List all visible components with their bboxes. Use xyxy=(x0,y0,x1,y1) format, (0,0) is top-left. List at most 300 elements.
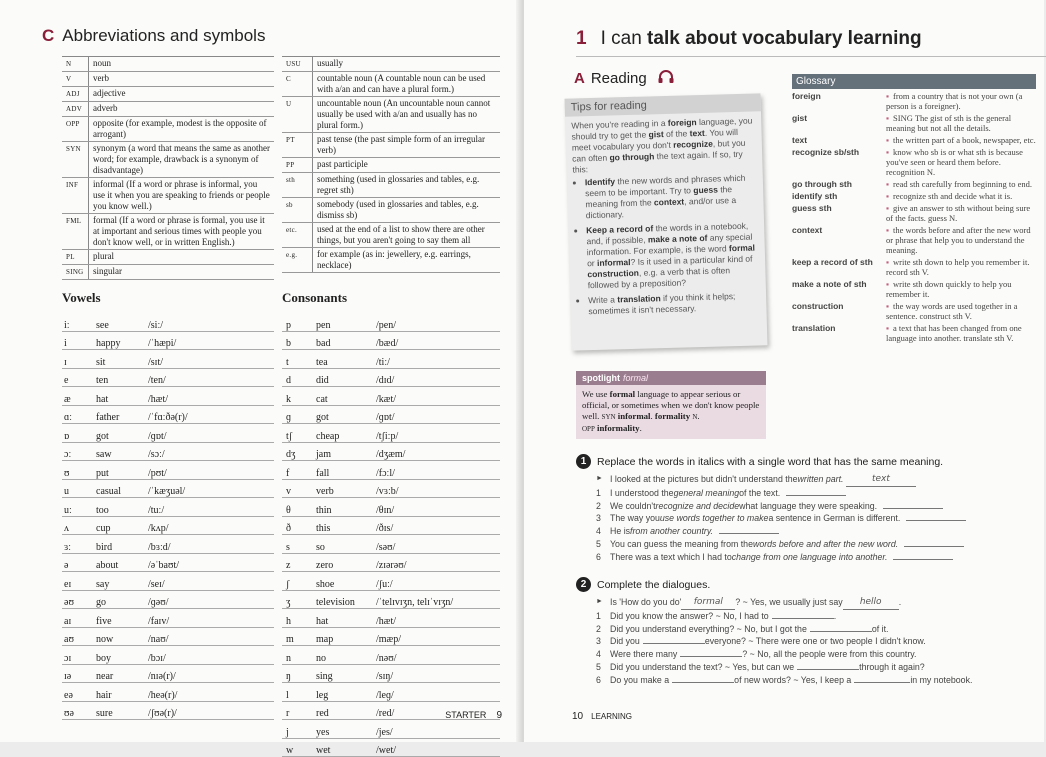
tips-title: Tips for reading xyxy=(565,93,761,116)
symbol-row xyxy=(282,57,500,72)
phoneme-word: put xyxy=(96,468,148,479)
item-number: 1 xyxy=(596,487,610,500)
phoneme-row xyxy=(62,609,274,628)
phoneme-transcription: /tiː/ xyxy=(376,357,500,368)
phoneme-row xyxy=(282,572,500,591)
exercise-2 xyxy=(576,577,972,687)
phoneme-symbol: æ xyxy=(62,394,96,405)
glossary-definition-text: recognize sth and decide what it is. xyxy=(893,191,1012,201)
phoneme-row xyxy=(282,720,500,739)
item-text: ? ~ No, all the people were from this country. xyxy=(742,648,916,661)
tips-box xyxy=(565,93,768,350)
phoneme-word: television xyxy=(316,597,376,608)
symbol-key: C xyxy=(282,72,313,96)
left-page xyxy=(0,0,522,742)
item-number: 3 xyxy=(596,635,610,648)
glossary-title: Glossary xyxy=(792,74,1036,89)
phoneme-word: happy xyxy=(96,338,148,349)
phoneme-transcription: /jes/ xyxy=(376,727,500,738)
glossary-entry xyxy=(792,111,1036,133)
glossary-word: construction xyxy=(792,299,886,321)
phoneme-row xyxy=(282,683,500,702)
right-footer xyxy=(572,711,632,722)
phoneme-row xyxy=(62,424,274,443)
answer-blank[interactable] xyxy=(906,512,966,521)
abbr-text: synonym (a word that means the same as another word; for example, drawback is a synonym of disadvantage) xyxy=(89,142,274,177)
answer-blank[interactable] xyxy=(810,623,872,632)
glossary-definition-text: read sth carefully from beginning to end. xyxy=(893,179,1032,189)
right-page xyxy=(524,0,1044,742)
bullet-icon: ▪ xyxy=(886,279,889,289)
glossary-word: recognize sb/sth xyxy=(792,145,886,177)
phoneme-symbol: l xyxy=(282,690,316,701)
phoneme-symbol: e xyxy=(62,375,96,386)
phoneme-word: yes xyxy=(316,727,376,738)
phoneme-row xyxy=(282,313,500,332)
phoneme-row xyxy=(282,554,500,573)
item-text: We couldn't xyxy=(610,500,656,513)
spotlight-header xyxy=(576,371,766,385)
phoneme-word: ten xyxy=(96,375,148,386)
phoneme-symbol: ð xyxy=(282,523,316,534)
symbol-text: past participle xyxy=(313,158,500,172)
answer-blank[interactable] xyxy=(893,551,953,560)
phoneme-row xyxy=(62,480,274,499)
symbol-key: etc. xyxy=(282,223,313,247)
item-text: Did you understand the text? ~ Yes, but can we xyxy=(610,661,794,674)
phoneme-symbol: i xyxy=(62,338,96,349)
phoneme-row xyxy=(282,628,500,647)
bullet-icon: ▪ xyxy=(886,225,889,235)
answer-blank[interactable] xyxy=(786,487,846,496)
exercise-example: ► Is 'How do you do' formal ? ~ Yes, we usually just say hello . xyxy=(596,596,972,610)
item-text: Were there many xyxy=(610,648,677,661)
phoneme-word: shoe xyxy=(316,579,376,590)
phoneme-symbol: ɡ xyxy=(282,412,316,423)
abbr-text: singular xyxy=(89,265,274,279)
phoneme-word: see xyxy=(96,320,148,331)
phoneme-row xyxy=(62,628,274,647)
phoneme-row xyxy=(62,646,274,665)
phoneme-row xyxy=(62,443,274,462)
phoneme-symbol: θ xyxy=(282,505,316,516)
symbol-key: U xyxy=(282,97,313,132)
bullet-icon: ▪ xyxy=(886,135,889,145)
glossary-definition xyxy=(886,177,1036,189)
phoneme-row xyxy=(282,517,500,536)
phoneme-transcription: /ˈfɑːðə(r)/ xyxy=(148,412,274,423)
abbr-row xyxy=(62,178,274,214)
item-text: what language they were speaking. xyxy=(739,500,877,513)
answer-blank[interactable] xyxy=(904,538,964,547)
vowels-table xyxy=(62,313,274,720)
symbol-text: uncountable noun (An uncountable noun cannot usually be used with a/an and usually has no plural form.) xyxy=(313,97,500,132)
symbol-key: e.g. xyxy=(282,248,313,272)
phoneme-symbol: eə xyxy=(62,690,96,701)
glossary-list xyxy=(792,89,1036,343)
phoneme-transcription: /hæt/ xyxy=(376,616,500,627)
phoneme-transcription: /vɜːb/ xyxy=(376,486,500,497)
phoneme-row xyxy=(62,350,274,369)
symbol-key: USU xyxy=(282,57,313,71)
glossary-definition xyxy=(886,111,1036,133)
glossary-definition xyxy=(886,133,1036,145)
phoneme-transcription: /red/ xyxy=(376,708,500,719)
phoneme-transcription: /ten/ xyxy=(148,375,274,386)
answer-blank[interactable] xyxy=(719,525,779,534)
phoneme-row xyxy=(62,591,274,610)
phoneme-symbol: s xyxy=(282,542,316,553)
phoneme-row xyxy=(282,424,500,443)
glossary-definition xyxy=(886,321,1036,343)
phoneme-word: no xyxy=(316,653,376,664)
item-text: through it again? xyxy=(859,661,925,674)
item-text: The way you xyxy=(610,512,660,525)
phoneme-transcription: /səʊ/ xyxy=(376,542,500,553)
symbol-row xyxy=(282,133,500,158)
phoneme-row xyxy=(282,332,500,351)
symbol-text: something (used in glossaries and tables, e.g. regret sth) xyxy=(313,173,500,197)
abbr-row xyxy=(62,142,274,178)
phoneme-word: too xyxy=(96,505,148,516)
phoneme-row xyxy=(62,461,274,480)
symbol-text: for example (as in: jewellery, e.g. earrings, necklace) xyxy=(313,248,500,272)
example-answer: formal xyxy=(681,596,735,610)
glossary-word: identify sth xyxy=(792,189,886,201)
bullet-icon: ▪ xyxy=(886,147,889,157)
glossary-entry xyxy=(792,133,1036,145)
phoneme-row xyxy=(62,332,274,351)
glossary-definition-text: the words before and after the new word or phrase that help you to understand the meaning. xyxy=(886,225,1031,255)
phoneme-row xyxy=(282,739,500,757)
phoneme-transcription: /θɪn/ xyxy=(376,505,500,516)
symbol-row xyxy=(282,198,500,223)
exercise-instruction: Complete the dialogues. xyxy=(597,579,710,591)
abbr-text: noun xyxy=(89,57,274,71)
answer-blank[interactable] xyxy=(643,635,705,644)
phoneme-word: wet xyxy=(316,745,376,756)
glossary-entry xyxy=(792,299,1036,321)
symbol-key: PP xyxy=(282,158,313,172)
phoneme-word: got xyxy=(96,431,148,442)
phoneme-transcription: /ˈhæpi/ xyxy=(148,338,274,349)
phoneme-symbol: ʒ xyxy=(282,597,316,608)
answer-blank[interactable] xyxy=(854,674,910,683)
symbol-row xyxy=(282,223,500,248)
bullet-icon: ▪ xyxy=(886,179,889,189)
exercise-item xyxy=(596,512,966,525)
phoneme-word: saw xyxy=(96,449,148,460)
phoneme-row xyxy=(62,572,274,591)
phoneme-symbol: d xyxy=(282,375,316,386)
glossary-word: gist xyxy=(792,111,886,133)
symbol-row xyxy=(282,158,500,173)
phoneme-word: say xyxy=(96,579,148,590)
glossary-definition-text: write sth down to help you remember it. record sth V. xyxy=(886,257,1029,277)
symbol-key: sb xyxy=(282,198,313,222)
answer-blank[interactable] xyxy=(672,674,734,683)
phoneme-row xyxy=(282,646,500,665)
tips-intro: When you're reading in a foreign language, you should try to get the gist of the text. You will meet vocabulary you don't recognize, but you can often go through the text again. If so, try this: xyxy=(571,115,756,175)
phoneme-transcription: /ʃʊə(r)/ xyxy=(148,708,274,719)
phoneme-transcription: /sɔː/ xyxy=(148,449,274,460)
phoneme-symbol: ʊ xyxy=(62,468,96,479)
phoneme-word: go xyxy=(96,597,148,608)
phoneme-row xyxy=(62,406,274,425)
item-italic: recognize and decide xyxy=(656,500,740,513)
item-number: 3 xyxy=(596,512,610,525)
phoneme-symbol: aʊ xyxy=(62,634,96,645)
phoneme-symbol: iː xyxy=(62,320,96,331)
phoneme-row xyxy=(282,609,500,628)
phoneme-row xyxy=(282,498,500,517)
phoneme-word: did xyxy=(316,375,376,386)
reading-title: Reading xyxy=(591,70,647,87)
phoneme-symbol: t xyxy=(282,357,316,368)
phoneme-transcription: /tʃiːp/ xyxy=(376,431,500,442)
exercise-item xyxy=(596,674,972,687)
title-rule xyxy=(576,56,1046,57)
glossary-word: translation xyxy=(792,321,886,343)
glossary-entry xyxy=(792,223,1036,255)
abbr-key: ADV xyxy=(62,102,89,116)
bullet-icon: ▪ xyxy=(886,257,889,267)
item-italic: use words together to make xyxy=(660,512,769,525)
glossary xyxy=(792,74,1036,343)
tips-item: • Write a translation if you think it helps; sometimes it isn't necessary. xyxy=(588,290,761,317)
symbol-key: sth xyxy=(282,173,313,197)
phoneme-row xyxy=(282,443,500,462)
abbr-key: OPP xyxy=(62,117,89,141)
item-text: everyone? ~ There were one or two people I didn't know. xyxy=(705,635,926,648)
glossary-word: keep a record of sth xyxy=(792,255,886,277)
phoneme-symbol: uː xyxy=(62,505,96,516)
abbr-key: N xyxy=(62,57,89,71)
phoneme-symbol: ɔɪ xyxy=(62,653,96,664)
bullet-icon: ▪ xyxy=(886,203,889,213)
answer-blank[interactable] xyxy=(797,661,859,670)
reading-heading xyxy=(574,70,675,88)
phoneme-symbol: v xyxy=(282,486,316,497)
phoneme-row xyxy=(62,369,274,388)
item-text: Do you make a xyxy=(610,674,669,687)
glossary-entry xyxy=(792,255,1036,277)
item-text: of it. xyxy=(872,623,889,636)
glossary-definition xyxy=(886,189,1036,201)
phoneme-symbol: dʒ xyxy=(282,449,316,460)
abbr-text: opposite (for example, modest is the opposite of arrogant) xyxy=(89,117,274,141)
bullet-icon: ▪ xyxy=(886,113,889,123)
phoneme-transcription: /ɡɒt/ xyxy=(148,431,274,442)
answer-blank[interactable] xyxy=(883,500,943,509)
phoneme-symbol: ʌ xyxy=(62,523,96,534)
phoneme-row xyxy=(282,665,500,684)
phoneme-word: cheap xyxy=(316,431,376,442)
phoneme-word: leg xyxy=(316,690,376,701)
item-text: There was a text which I had to xyxy=(610,551,732,564)
phoneme-row xyxy=(62,702,274,721)
phoneme-word: sit xyxy=(96,357,148,368)
glossary-word: guess sth xyxy=(792,201,886,223)
item-text: You can guess the meaning from the xyxy=(610,538,753,551)
phoneme-transcription: /zɪərəʊ/ xyxy=(376,560,500,571)
tips-item: • Keep a record of the words in a notebook, and, if possible, make a note of any special information. For example, is the word formal or informal? Is it used in a particular kind of construction, e.g. a verb that is often followed by a preposition? xyxy=(586,220,760,291)
spotlight-body: We use formal language to appear serious or official, or sometimes when we don't know people well. SYN informal. formality N. OPP informality. xyxy=(576,385,766,439)
phoneme-word: verb xyxy=(316,486,376,497)
phoneme-transcription: /bæd/ xyxy=(376,338,500,349)
phoneme-symbol: n xyxy=(282,653,316,664)
glossary-definition-text: give an answer to sth without being sure of the facts. guess N. xyxy=(886,203,1030,223)
glossary-definition xyxy=(886,201,1036,223)
answer-blank[interactable] xyxy=(772,610,834,619)
phoneme-transcription: /bɜːd/ xyxy=(148,542,274,553)
glossary-definition xyxy=(886,223,1036,255)
phoneme-word: tea xyxy=(316,357,376,368)
bullet-icon: ▪ xyxy=(886,191,889,201)
phoneme-transcription: /fɔːl/ xyxy=(376,468,500,479)
phoneme-transcription: /hæt/ xyxy=(148,394,274,405)
item-number: 4 xyxy=(596,525,610,538)
footer-label: STARTER xyxy=(445,710,486,720)
phoneme-transcription: /naʊ/ xyxy=(148,634,274,645)
bullet-icon: ▪ xyxy=(886,323,889,333)
glossary-word: context xyxy=(792,223,886,255)
answer-blank[interactable] xyxy=(680,648,742,657)
phoneme-symbol: h xyxy=(282,616,316,627)
footer-label: LEARNING xyxy=(591,712,632,721)
page-number: 9 xyxy=(496,710,502,721)
phoneme-word: casual xyxy=(96,486,148,497)
exercise-item xyxy=(596,538,966,551)
item-text: of new words? ~ Yes, I keep a xyxy=(734,674,851,687)
phoneme-symbol: ʊə xyxy=(62,708,96,719)
glossary-entry xyxy=(792,189,1036,201)
item-text: . xyxy=(834,610,836,623)
phoneme-transcription: /kæt/ xyxy=(376,394,500,405)
abbr-row xyxy=(62,102,274,117)
example-answer: text xyxy=(846,473,916,487)
phoneme-row xyxy=(282,406,500,425)
exercise-1 xyxy=(576,454,966,564)
phoneme-row xyxy=(282,387,500,406)
phoneme-transcription: /sɪŋ/ xyxy=(376,671,500,682)
phoneme-word: hat xyxy=(96,394,148,405)
phoneme-word: thin xyxy=(316,505,376,516)
phoneme-row xyxy=(62,554,274,573)
phoneme-word: so xyxy=(316,542,376,553)
glossary-definition-text: the written part of a book, newspaper, etc. xyxy=(893,135,1036,145)
spotlight-label: spotlight xyxy=(582,373,620,383)
item-number: 6 xyxy=(596,551,610,564)
phoneme-row xyxy=(62,313,274,332)
symbol-text: past tense (the past simple form of an irregular verb) xyxy=(313,133,500,157)
phoneme-symbol: w xyxy=(282,745,316,756)
abbr-key: ADJ xyxy=(62,87,89,101)
item-number: 4 xyxy=(596,648,610,661)
symbol-row xyxy=(282,248,500,273)
phoneme-word: cat xyxy=(316,394,376,405)
phoneme-transcription: /pʊt/ xyxy=(148,468,274,479)
section-title xyxy=(42,26,265,46)
abbr-key: V xyxy=(62,72,89,86)
phoneme-row xyxy=(282,535,500,554)
phoneme-word: five xyxy=(96,616,148,627)
phoneme-transcription: /nəʊ/ xyxy=(376,653,500,664)
phoneme-transcription: /seɪ/ xyxy=(148,579,274,590)
vowels-heading: Vowels xyxy=(62,290,101,306)
abbr-text: adjective xyxy=(89,87,274,101)
abbr-row xyxy=(62,265,274,280)
phoneme-symbol: f xyxy=(282,468,316,479)
glossary-entry xyxy=(792,89,1036,111)
phoneme-symbol: ʃ xyxy=(282,579,316,590)
phoneme-symbol: m xyxy=(282,634,316,645)
glossary-definition xyxy=(886,89,1036,111)
phoneme-row xyxy=(62,517,274,536)
phoneme-row xyxy=(62,535,274,554)
phoneme-symbol: ɪ xyxy=(62,357,96,368)
phoneme-transcription: /ɡəʊ/ xyxy=(148,597,274,608)
bullet-icon: ▪ xyxy=(886,91,889,101)
glossary-entry xyxy=(792,321,1036,343)
glossary-word: make a note of sth xyxy=(792,277,886,299)
glossary-entry xyxy=(792,277,1036,299)
phoneme-symbol: ɪə xyxy=(62,671,96,682)
example-answer: hello xyxy=(843,596,899,610)
phoneme-word: bird xyxy=(96,542,148,553)
phoneme-symbol: ɒ xyxy=(62,431,96,442)
unit-title xyxy=(576,28,922,50)
abbr-row xyxy=(62,214,274,250)
bullet-icon: ▪ xyxy=(886,301,889,311)
phoneme-transcription: /mæp/ xyxy=(376,634,500,645)
exercise-item xyxy=(596,551,966,564)
section-title-text: Abbreviations and symbols xyxy=(62,26,265,45)
abbr-key: PL xyxy=(62,250,89,264)
phoneme-word: pen xyxy=(316,320,376,331)
phoneme-transcription: /ɡɒt/ xyxy=(376,412,500,423)
abbr-key: SING xyxy=(62,265,89,279)
phoneme-word: near xyxy=(96,671,148,682)
phoneme-word: jam xyxy=(316,449,376,460)
phoneme-symbol: j xyxy=(282,727,316,738)
phoneme-symbol: ɔː xyxy=(62,449,96,460)
phoneme-symbol: z xyxy=(282,560,316,571)
symbol-row xyxy=(282,97,500,133)
item-text: Did you know the answer? ~ No, I had to xyxy=(610,610,769,623)
item-text: I understood the xyxy=(610,487,674,500)
phoneme-word: map xyxy=(316,634,376,645)
reading-letter: A xyxy=(574,70,585,87)
phoneme-transcription: /dʒæm/ xyxy=(376,449,500,460)
symbol-key: PT xyxy=(282,133,313,157)
left-footer xyxy=(445,710,502,721)
symbol-text: somebody (used in glossaries and tables, e.g. dismiss sb) xyxy=(313,198,500,222)
phoneme-word: hair xyxy=(96,690,148,701)
phoneme-row xyxy=(282,350,500,369)
phoneme-transcription: /ˈtelɪvɪʒn, telɪˈvɪʒn/ xyxy=(376,597,500,608)
abbr-row xyxy=(62,87,274,102)
phoneme-word: about xyxy=(96,560,148,571)
item-number: 6 xyxy=(596,674,610,687)
item-number: 2 xyxy=(596,623,610,636)
exercise-item xyxy=(596,487,966,500)
glossary-definition xyxy=(886,299,1036,321)
abbr-key: SYN xyxy=(62,142,89,177)
glossary-definition-text: the way words are used together in a sentence. construct sth V. xyxy=(886,301,1017,321)
headphones-icon[interactable] xyxy=(657,70,675,88)
consonants-heading: Consonants xyxy=(282,290,347,306)
